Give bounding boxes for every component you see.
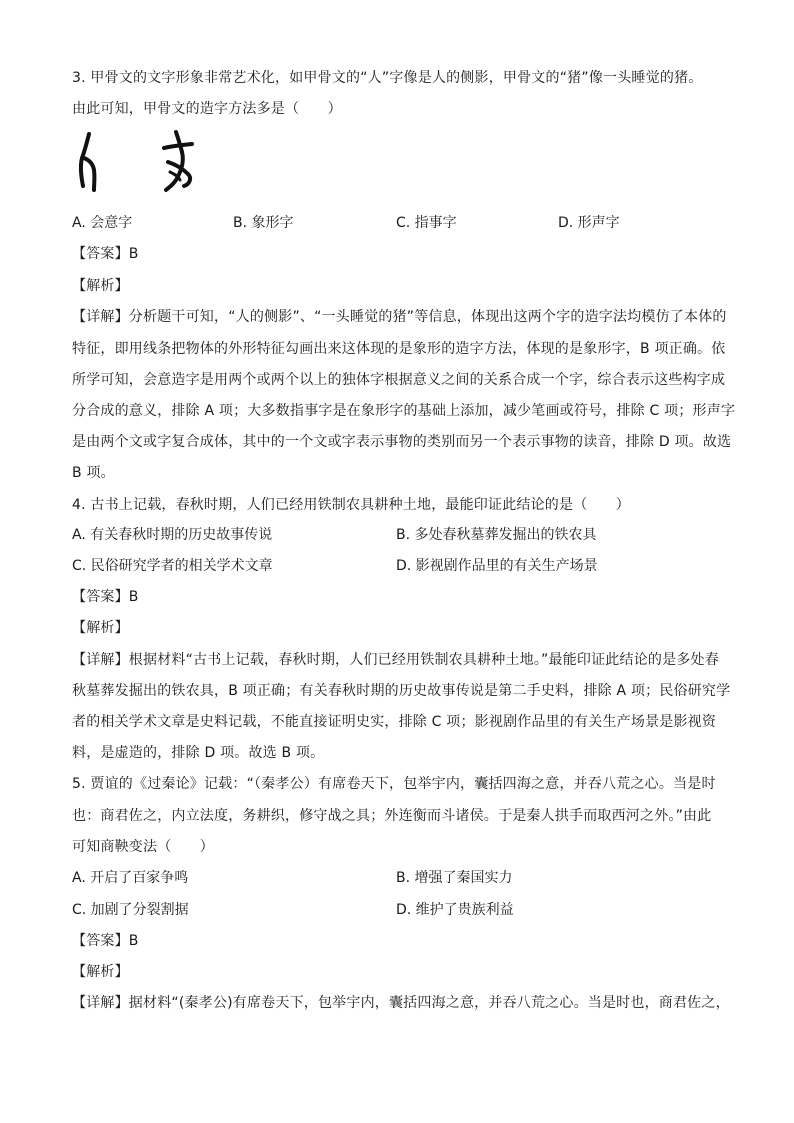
q3-stem-line-1: 3. 甲骨文的文字形象非常艺术化，如甲骨文的“人”字像是人的侧影，甲骨文的“猪”像一头睡觉的猪。: [72, 70, 703, 86]
q4-option-a: A. 有关春秋时期的历史故事传说: [72, 527, 273, 543]
q5-option-b: B. 增强了秦国实力: [396, 870, 513, 886]
q4-option-d: D. 影视剧作品里的有关生产场景: [396, 558, 598, 574]
q4-stem-line-1: 4. 古书上记载，春秋时期，人们已经用铁制农具耕种土地，最能印证此结论的是（ ）: [72, 497, 631, 513]
q5-stem-line: 可知商鞅变法（ ）: [72, 839, 214, 855]
q3-detail-line: 分合成的意义，排除 A 项；大多数指事字是在象形字的基础上添加，减少笔画或符号，排除 C 项；形声字: [72, 403, 736, 419]
q3-detail-line: 【详解】分析题干可知，“人的侧影”、“一头睡觉的猪”等信息，体现出这两个字的造字法均模仿了本体的: [72, 309, 727, 325]
q5-detail-line: 【详解】据材料“(秦孝公)有席卷天下，包举宇内，囊括四海之意，并吞八荒之心。当是时也，商君佐之，: [72, 995, 730, 1011]
q4-analysis-label: 【解析】: [72, 620, 129, 636]
q3-detail-line: 所学可知，会意造字是用两个或两个以上的独体字根据意义之间的关系合成一个字，综合表示这些构字成: [72, 372, 726, 388]
q3-stem-line-2: 由此可知，甲骨文的造字方法多是（ ）: [72, 101, 342, 117]
q5-stem-line: 也：商君佐之，内立法度，务耕织，修守战之具；外连衡而斗诸侯。于是秦人拱手而取西河之外。”由此: [72, 808, 712, 824]
q4-detail-line: 者的相关学术文章是史料记载，不能直接证明史实，排除 C 项；影视剧作品里的有关生产场景是影视资: [72, 714, 717, 730]
q4-detail-line: 【详解】根据材料“古书上记载，春秋时期，人们已经用铁制农具耕种土地。”最能印证此结论的是多处春: [72, 652, 719, 668]
q5-stem-line: 5. 贾谊的《过秦论》记载：“（秦孝公）有席卷天下，包举宇内，囊括四海之意，并吞八荒之心。当是时: [72, 776, 716, 792]
q5-option-a: A. 开启了百家争鸣: [72, 870, 189, 886]
q4-option-c: C. 民俗研究学者的相关学术文章: [72, 558, 273, 574]
q3-detail-line: B 项。: [72, 465, 115, 481]
q4-detail-line: 秋墓葬发掘出的铁农具，B 项正确；有关春秋时期的历史故事传说是第二手史料，排除 A 项；民俗研究学: [72, 683, 731, 699]
oracle-bone-glyphs-figure: [72, 128, 212, 194]
q5-answer: 【答案】B: [72, 933, 139, 949]
q3-answer: 【答案】B: [72, 246, 139, 262]
q3-option-a: A. 会意字: [72, 215, 133, 231]
q4-answer: 【答案】B: [72, 589, 139, 605]
q3-detail-line: 特征，即用线条把物体的外形特征勾画出来这体现的是象形的造字方法，体现的是象形字，B 项正确。依: [72, 341, 726, 357]
q3-option-b: B. 象形字: [233, 215, 294, 231]
q3-option-d: D. 形声字: [558, 215, 620, 231]
q3-detail-line: 是由两个文或字复合成体，其中的一个文或字表示事物的类别而另一个表示事物的读音，排除 D 项。故选: [72, 434, 732, 450]
q3-analysis-label: 【解析】: [72, 278, 129, 294]
q5-option-d: D. 维护了贵族利益: [396, 902, 514, 918]
q5-option-c: C. 加剧了分裂割据: [72, 902, 189, 918]
q4-option-b: B. 多处春秋墓葬发掘出的铁农具: [396, 527, 597, 543]
oracle-bone-zhu-glyph: [164, 132, 192, 190]
oracle-bone-ren-glyph: [81, 134, 95, 190]
q3-option-c: C. 指事字: [396, 215, 457, 231]
q4-detail-line: 料，是虚造的，排除 D 项。故选 B 项。: [72, 745, 325, 761]
q5-analysis-label: 【解析】: [72, 964, 129, 980]
